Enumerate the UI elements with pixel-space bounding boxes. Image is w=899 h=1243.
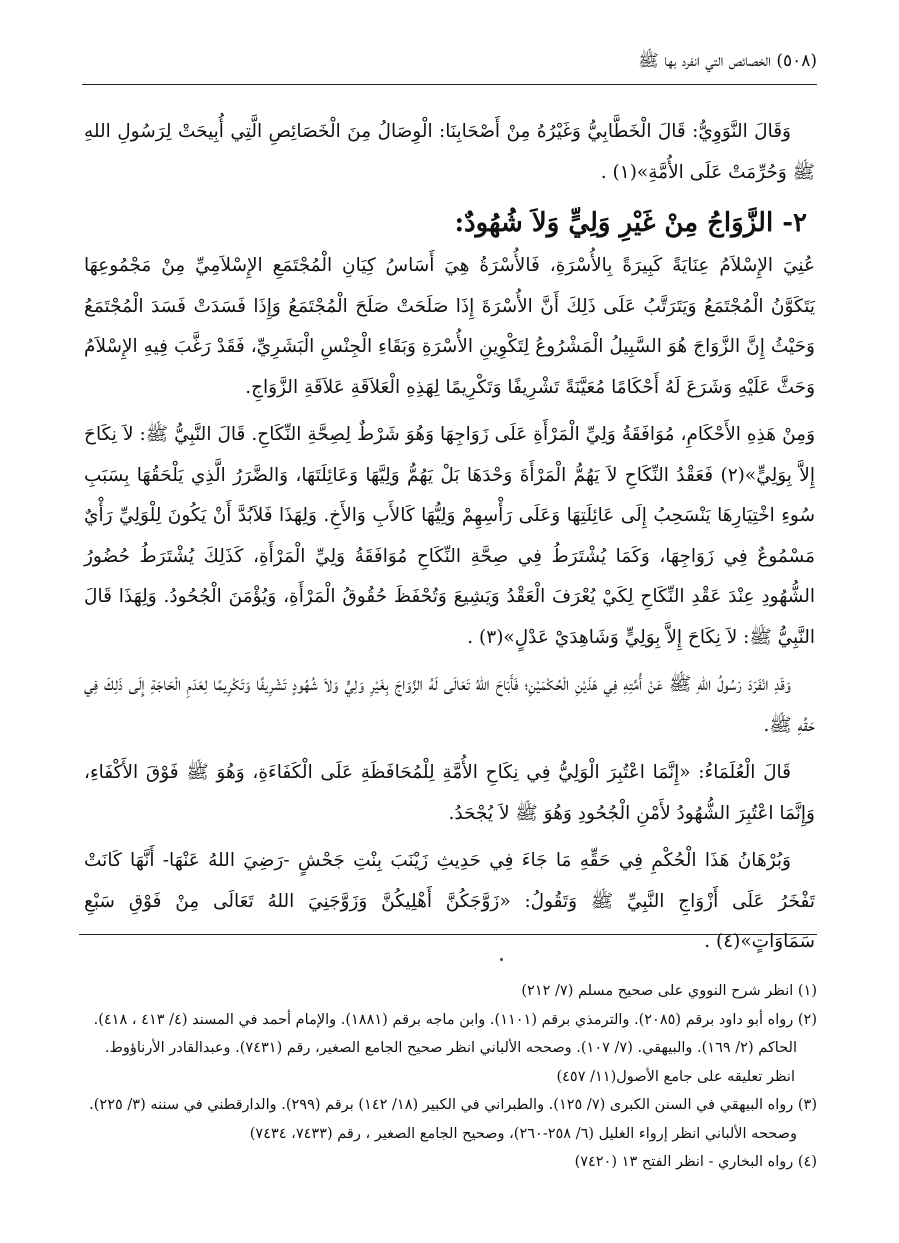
- paragraph-nawawi-quote: وَقَالَ النَّوَوِيُّ: قَالَ الْخَطَّابِيُّ وَغَيْرُهُ مِنْ أَصْحَابِنَا: الْوِصَالُ مِنَ الْخَصَائِصِ الَّتِي أُبِيحَتْ لِرَسُولِ اللهِ ﷺ وَحُرِّمَتْ عَلَى الأُمَّةِ»(١) .: [84, 121, 815, 183]
- footnote-3: (٣) رواه البيهقي في السنن الكبرى (٧/ ١٢٥). والطبراني في الكبير (١٨/ ١٤٢) برقم (٢٩٩). والدارقطني في سننه (٣/ ٢٢٥).: [89, 1097, 817, 1113]
- section-heading: ٢- الزَّوَاجُ مِنْ غَيْرِ وَلِيٍّ وَلاَ شُهُودٌ:: [454, 208, 807, 238]
- paragraph-zaynab-hadith: وَبُرْهَانُ هَذَا الْحُكْمِ فِي حَقِّهِ مَا جَاءَ فِي حَدِيثِ زَيْنَبَ بِنْتِ جَحْشٍ -رَضِيَ اللهُ عَنْهَا- أَنَّهَا كَانَتْ تَفْخَرُ عَلَى أَزْوَاجِ النَّبِيِّ ﷺ وَتَقُولُ: «زَوَّجَكُنَّ أَهْلِيكُنَّ وَزَوَّجَنِيَ اللهُ تَعَالَى مِنْ فَوْقِ سَبْعِ سَمَاوَاتٍ»(٤) .: [84, 850, 815, 952]
- footnote-2-continuation: الحاكم (٢/ ١٦٩). والبيهقي. (٧/ ١٠٧). وصححه الألباني انظر صحيح الجامع الصغير، رقم (٧٤٣١). وعبدالقادر الأرناؤوط.: [104, 1040, 797, 1056]
- paragraph-guardian-consent: وَمِنْ هَذِهِ الأَحْكَامِ، مُوَافَقَةُ وَلِيِّ الْمَرْأَةِ عَلَى زَوَاجِهَا وَهُوَ شَرْطٌ لِصِحَّةِ النِّكَاحِ. قَالَ النَّبِيُّ ﷺ: لاَ نِكَاحَ إِلاَّ بِوَلِيٍّ»(٢) فَعَقْدُ النِّكَاحِ لاَ يَهُمُّ الْمَرْأَةَ وَحْدَهَا بَلْ يَهُمُّ وَلِيَّهَا وَعَائِلَتَهَا، وَالضَّرَرُ الَّذِي يَلْحَقُهَا بِسَبَبِ سُوءِ اخْتِيَارِهَا يَنْسَحِبُ إِلَى عَائِلَتِهَا وَعَلَى رَأْسِهِمْ وَلِيُّهَا كَالأَبِ وَالأَخِ. وَلِهَذَا فَلاَبُدَّ أَنْ يَكُونَ لِلْوَلِيِّ رَأْيٌ مَسْمُوعٌ فِي زَوَاجِهَا، وَكَمَا يُشْتَرَطُ فِي صِحَّةِ النِّكَاحِ مُوَافَقَةُ وَلِيِّ الْمَرْأَةِ، كَذَلِكَ يُشْتَرَطُ حُضُورُ الشُّهُودِ عِنْدَ عَقْدِ النِّكَاحِ لِكَيْ يُعْرَفَ الْعَقْدُ وَيَشِيعَ وَتُحْفَظَ حُقُوقُ الْمَرْأَةِ، وَيُؤْمَنَ الْجُحُودُ. وَلِهَذَا قَالَ النَّبِيُّ ﷺ: لاَ نِكَاحَ إِلاَّ بِوَلِيٍّ وَشَاهِدَيْ عَدْلٍ»(٣) .: [84, 424, 815, 648]
- footnote-1: (١) انظر شرح النووي على صحيح مسلم (٧/ ٢١٢): [521, 983, 817, 999]
- running-header: (٥٠٨) الخصائص التي انفرد بها ﷺ: [638, 51, 817, 71]
- paragraph-prophet-exception: وَقَدِ انْفَرَدَ رَسُولُ اللهِ ﷺ عَنْ أُمَّتِهِ فِي هَذَيْنِ الْحُكْمَيْنِ؛ فَأَبَاحَ اللهُ تَعَالَى لَهُ الزَّوَاجَ بِغَيْرِ وَلِيٍّ وَلاَ شُهُودٍ تَشْرِيفًا وَتَكْرِيمًا لِعَدَمِ الْحَاجَةِ إِلَى ذَلِكَ فِي حَقِّهِ ﷺ.: [84, 674, 815, 736]
- paragraph-scholars: قَالَ الْعُلَمَاءُ: «إِنَّمَا اعْتُبِرَ الْوَلِيُّ فِي نِكَاحِ الأُمَّةِ لِلْمُحَافَظَةِ عَلَى الْكَفَاءَةِ، وَهُوَ ﷺ فَوْقَ الأَكْفَاءِ، وَإِنَّمَا اعْتُبِرَ الشُّهُودُ لأَمْنِ الْجُحُودِ وَهُوَ ﷺ لاَ يُجْحَدُ.: [84, 762, 815, 824]
- footnote-3-continuation: وصححه الألباني انظر إرواء الغليل (٦/ ٢٥٨-٢٦٠)، وصحيح الجامع الصغير ، رقم (٧٤٣٣، ٧٤٣٤): [249, 1125, 797, 1142]
- paragraph-family: عُنِيَ الإِسْلاَمُ عِنَايَةً كَبِيرَةً بِالأُسْرَةِ، فَالأُسْرَةُ هِيَ أَسَاسُ كِيَانِ الْمُجْتَمَعِ الإِسْلاَمِيِّ مِنْ مَجْمُوعِهَا يَتَكَوَّنُ الْمُجْتَمَعُ وَيَتَرَتَّبُ عَلَى ذَلِكَ أَنَّ الأُسْرَةَ إِذَا صَلَحَتْ صَلَحَ الْمُجْتَمَعُ وَإِذَا فَسَدَتْ فَسَدَ الْمُجْتَمَعُ وَحَيْثُ إِنَّ الزَّوَاجَ هُوَ السَّبِيلُ الْمَشْرُوعُ لِتَكْوِينِ الأُسْرَةِ وَبَقَاءِ الْجِنْسِ الْبَشَرِيِّ، فَقَدْ رَغَّبَ فِيهِ الإِسْلاَمُ وَحَثَّ عَلَيْهِ وَشَرَعَ لَهُ أَحْكَامًا مُعَيَّنَةً تَشْرِيفًا وَتَكْرِيمًا لِهَذِهِ الْعَلاَقَةِ عَلاَقَةِ الزَّوَاجِ.: [84, 255, 815, 398]
- header-divider: [82, 84, 817, 85]
- footnote-divider: [79, 934, 817, 935]
- footnote-4: (٤) رواه البخاري - انظر الفتح ١٣ (٧٤٢٠): [574, 1154, 817, 1170]
- footnote-2-continuation: انظر تعليقه على جامع الأصول(١١/ ٤٥٧): [556, 1068, 795, 1085]
- print-speck: [500, 958, 503, 961]
- footnotes: [82, 977, 817, 1177]
- main-text: [84, 112, 815, 970]
- footnote-2: (٢) رواه أبو داود برقم (٢٠٨٥). والترمذي برقم (١١٠١). وابن ماجه برقم (١٨٨١). والإمام أحمد في المسند (٤/ ٤١٣ ، ٤١٨).: [93, 1011, 817, 1028]
